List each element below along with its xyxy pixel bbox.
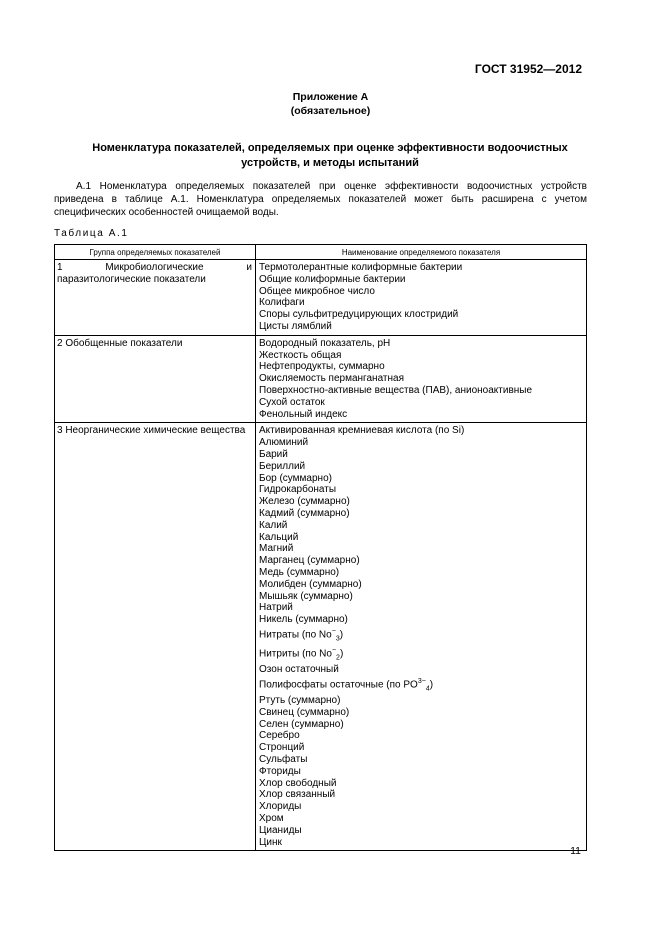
indicator-item-nitrates — [259, 626, 583, 645]
formula-subscript: 4 — [425, 685, 430, 693]
indicator-item: Активированная кремниевая кислота (по Si) — [259, 425, 465, 437]
indicator-item: Термотолерантные колиформные бактерии — [259, 262, 463, 273]
group-cell: 2 Обобщенные показатели — [55, 335, 256, 423]
indicator-item: Хром — [259, 813, 284, 825]
appendix-subtitle: (обязательное) — [290, 105, 371, 117]
indicator-item: Натрий — [259, 602, 293, 614]
indicator-item: Стронций — [259, 742, 305, 754]
formula-close: ) — [339, 629, 344, 641]
table-row — [55, 335, 587, 423]
section-heading: Номенклатура показателей, определяемых при оценке эффективности водоочистных устройств, и методы испытаний — [92, 142, 568, 169]
indicator-item: Фториды — [259, 765, 301, 777]
table-row — [55, 260, 587, 336]
page-number: 11 — [570, 845, 581, 857]
indicator-item: Марганец (суммарно) — [259, 555, 360, 567]
formula-close: ) — [339, 648, 344, 660]
indicator-item-nitrites — [259, 645, 583, 664]
indicator-item: Окисляемость перманганатная — [259, 373, 404, 385]
indicator-item: Алюминий — [259, 437, 309, 449]
indicator-item: Цисты лямблий — [259, 320, 332, 332]
appendix-title: Приложение А — [292, 91, 369, 103]
indicator-item: Цианиды — [259, 824, 302, 836]
indicator-item: Мышьяк (суммарно) — [259, 590, 353, 602]
intro-paragraph: А.1 Номенклатура определяемых показателей при оценке эффективности водоочистных устройств приведена в таблице А.1. Номенклатура определяемых показателей может быть расширена с учетом специфических особенностей очищаемой воды. — [54, 181, 587, 218]
indicator-item: Споры сульфитредуцирующих клостридий — [259, 309, 459, 321]
indicator-item: Озон остаточный — [259, 664, 339, 676]
indicator-item: Нефтепродукты, суммарно — [259, 361, 385, 373]
indicator-item: Серебро — [259, 730, 300, 742]
indicators-table — [54, 244, 587, 851]
formula-close: ) — [429, 679, 434, 691]
formula-superscript: 3− — [417, 677, 426, 685]
appendix-title-block — [0, 90, 661, 118]
indicator-item: Селен (суммарно) — [259, 718, 344, 730]
indicator-item: Магний — [259, 543, 294, 555]
indicator-item: Поверхностно-активные вещества (ПАВ), анионоактивные — [259, 384, 533, 396]
indicator-item: Кальций — [259, 531, 299, 543]
indicator-item: Никель (суммарно) — [259, 614, 348, 626]
formula-superscript: − — [331, 647, 337, 655]
indicator-item: Барий — [259, 448, 288, 460]
formula-superscript: − — [331, 627, 336, 635]
indicator-item: Кадмий (суммарно) — [259, 507, 350, 519]
indicator-item: Фенольный индекс — [259, 408, 348, 420]
column-header-group: Группа определяемых показателей — [55, 245, 256, 260]
indicator-text: Нитриты (по No — [259, 648, 332, 660]
indicator-item: Бор (суммарно) — [259, 472, 332, 484]
indicator-item: Хлор связанный — [259, 789, 336, 801]
column-header-indicator: Наименование определяемого показателя — [256, 245, 587, 260]
indicator-item: Медь (суммарно) — [259, 566, 340, 578]
indicator-item: Общие колиформные бактерии — [259, 273, 406, 285]
indicator-item: Гидрокарбонаты — [259, 484, 337, 496]
indicator-item: Водородный показатель, pH — [259, 337, 391, 349]
table-caption: Таблица А.1 — [54, 228, 129, 239]
indicator-item: Сухой остаток — [259, 396, 325, 408]
indicator-text: Полифосфаты остаточные (по PO — [259, 679, 418, 691]
indicators-cell — [256, 423, 587, 851]
indicator-item: Общее микробное число — [259, 285, 375, 297]
indicator-item: Сульфаты — [259, 754, 308, 766]
table-header-row — [55, 245, 587, 260]
indicator-item: Бериллий — [259, 460, 306, 472]
indicator-item: Молибден (суммарно) — [259, 578, 362, 590]
indicator-item: Хлориды — [259, 801, 302, 813]
indicator-item: Железо (суммарно) — [259, 496, 350, 508]
indicators-cell — [256, 335, 587, 423]
indicator-item: Свинец (суммарно) — [259, 706, 350, 718]
group-cell: 1 Микробиологические и паразитологические показатели — [55, 260, 256, 336]
indicator-item: Калий — [259, 519, 288, 531]
formula-subscript: 2 — [336, 654, 340, 662]
indicator-item: Цинк — [259, 836, 282, 848]
indicator-text: Нитраты (по No — [259, 629, 332, 641]
indicator-item: Ртуть (суммарно) — [259, 695, 341, 707]
table-row — [55, 423, 587, 851]
indicators-cell — [256, 260, 587, 336]
indicator-item: Хлор свободный — [259, 777, 337, 789]
indicator-item: Колифаги — [259, 297, 305, 309]
indicator-item: Жесткость общая — [259, 349, 342, 361]
group-cell: 3 Неорганические химические вещества — [55, 423, 256, 851]
formula-subscript: 3 — [335, 635, 340, 643]
indicator-item-polyphosphates — [259, 676, 583, 695]
standard-code: ГОСТ 31952—2012 — [474, 62, 582, 76]
